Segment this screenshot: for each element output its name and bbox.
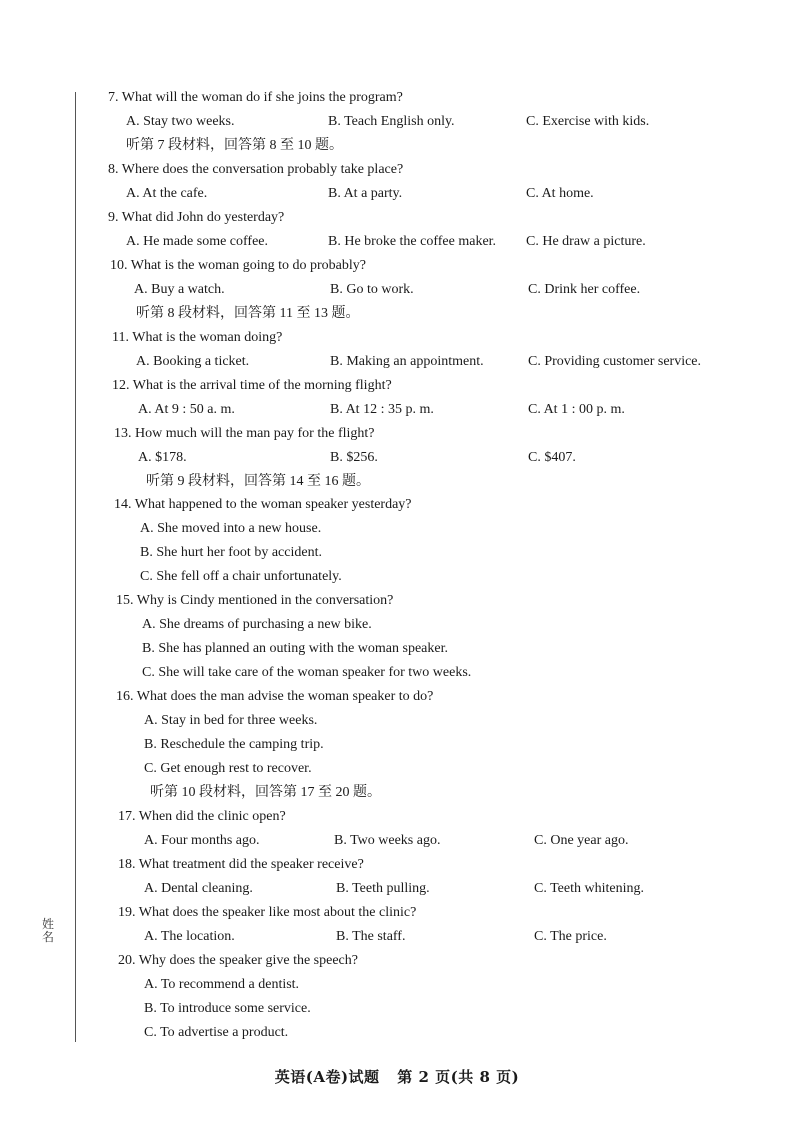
footer-page-number: 第 2 页(共 8 页)	[397, 1068, 520, 1086]
text-line: B. She has planned an outing with the woman speaker.	[142, 641, 448, 656]
text-line: B. $256.	[330, 450, 378, 465]
binding-margin-line	[75, 92, 76, 1042]
text-line: A. She moved into a new house.	[140, 521, 322, 536]
text-line: B. The staff.	[336, 929, 406, 944]
text-line: 听第 9 段材料，回答第 14 至 16 题。	[146, 474, 370, 489]
text-line: B. Teach English only.	[328, 114, 455, 129]
page-footer	[0, 1066, 794, 1087]
text-line: 19. What does the speaker like most about the clinic?	[118, 905, 417, 920]
text-line: 12. What is the arrival time of the morning flight?	[112, 378, 392, 393]
text-line: A. She dreams of purchasing a new bike.	[142, 617, 372, 632]
text-line: B. She hurt her foot by accident.	[140, 545, 322, 560]
text-line: 17. When did the clinic open?	[118, 809, 286, 824]
text-line: 听第 10 段材料，回答第 17 至 20 题。	[150, 785, 381, 800]
text-line: A. Stay two weeks.	[126, 114, 235, 129]
text-line: A. The location.	[144, 929, 235, 944]
text-line: C. Providing customer service.	[528, 354, 702, 369]
text-line: 15. Why is Cindy mentioned in the conversation?	[116, 593, 394, 608]
text-line: 11. What is the woman doing?	[112, 330, 283, 345]
text-line: 18. What treatment did the speaker receive?	[118, 857, 364, 872]
footer-subject: 英语(A卷)试题	[274, 1068, 380, 1086]
text-line: 14. What happened to the woman speaker yesterday?	[114, 497, 412, 512]
text-line: 9. What did John do yesterday?	[108, 210, 285, 225]
text-line: C. At home.	[526, 186, 594, 201]
text-line: A. Dental cleaning.	[144, 881, 253, 896]
name-field-label: 姓名	[42, 917, 55, 944]
text-line: C. Drink her coffee.	[528, 282, 641, 297]
text-line: B. Reschedule the camping trip.	[144, 737, 324, 752]
text-line: B. Two weeks ago.	[334, 833, 441, 848]
text-line: A. Stay in bed for three weeks.	[144, 713, 318, 728]
text-line: 13. How much will the man pay for the flight?	[114, 426, 375, 441]
text-line: B. Making an appointment.	[330, 354, 484, 369]
text-line: B. He broke the coffee maker.	[328, 234, 497, 249]
text-line: C. He draw a picture.	[526, 234, 646, 249]
text-line: C. $407.	[528, 450, 576, 465]
text-line: C. Get enough rest to recover.	[144, 761, 312, 776]
text-line: C. To advertise a product.	[144, 1025, 289, 1040]
text-line: C. One year ago.	[534, 833, 629, 848]
text-line: A. Booking a ticket.	[136, 354, 250, 369]
text-line: C. She will take care of the woman speaker for two weeks.	[142, 665, 472, 680]
text-line: A. Buy a watch.	[134, 282, 225, 297]
text-line: B. Go to work.	[330, 282, 414, 297]
text-line: A. He made some coffee.	[126, 234, 269, 249]
text-line: 8. Where does the conversation probably take place?	[108, 162, 404, 177]
text-line: 听第 8 段材料，回答第 11 至 13 题。	[136, 306, 360, 321]
text-line: 听第 7 段材料，回答第 8 至 10 题。	[126, 138, 343, 153]
text-line: B. To introduce some service.	[144, 1001, 311, 1016]
text-line: 7. What will the woman do if she joins the program?	[108, 90, 403, 105]
text-line: B. Teeth pulling.	[336, 881, 430, 896]
text-line: B. At 12 : 35 p. m.	[330, 402, 434, 417]
text-line: C. She fell off a chair unfortunately.	[140, 569, 342, 584]
text-line: A. At the cafe.	[126, 186, 208, 201]
text-line: A. Four months ago.	[144, 833, 260, 848]
text-line: A. To recommend a dentist.	[144, 977, 300, 992]
text-line: 10. What is the woman going to do probably?	[110, 258, 366, 273]
text-line: C. Teeth whitening.	[534, 881, 644, 896]
text-line: 20. Why does the speaker give the speech?	[118, 953, 358, 968]
text-line: A. At 9 : 50 a. m.	[138, 402, 235, 417]
text-line: C. Exercise with kids.	[526, 114, 650, 129]
text-line: C. The price.	[534, 929, 607, 944]
text-line: C. At 1 : 00 p. m.	[528, 402, 625, 417]
text-line: B. At a party.	[328, 186, 403, 201]
text-line: 16. What does the man advise the woman speaker to do?	[116, 689, 434, 704]
text-line: A. $178.	[138, 450, 187, 465]
